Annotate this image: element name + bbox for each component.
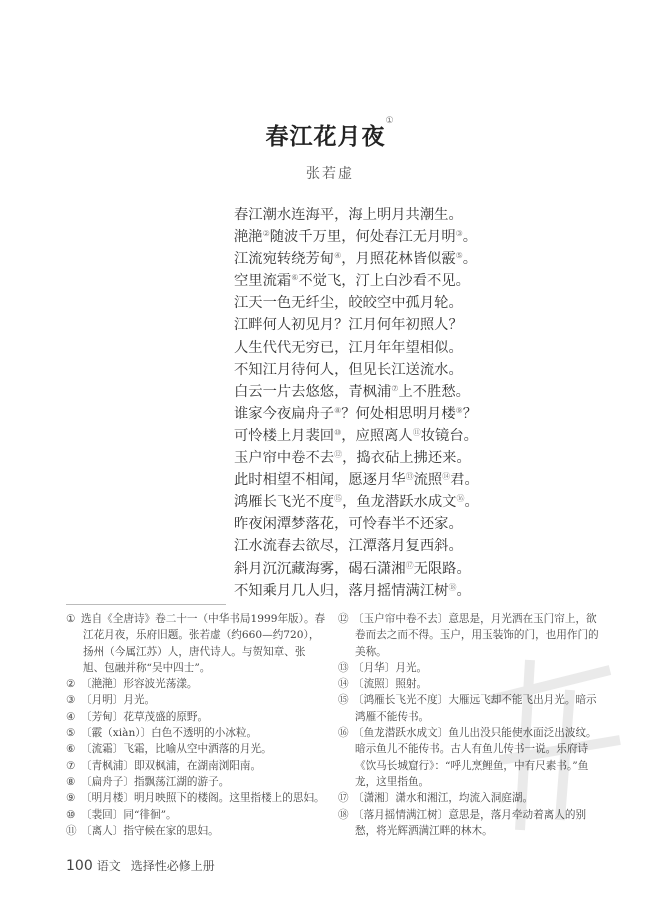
footnote-text: 选自《全唐诗》卷二十一（中华书局1999年版）。春江花月夜，乐府旧题。张若虚（约660—约720），扬州（今属江苏）人，唐代诗人。与贺知章、张旭、包融并称“吴中四士”。 <box>81 613 326 674</box>
footnote-marker: ⑫ <box>334 450 343 460</box>
poem-text: 不觉飞，汀上白沙看不见。 <box>298 273 470 290</box>
footnotes-left-column <box>66 611 326 839</box>
footnote-number: ⑫ <box>338 613 349 625</box>
watermark-calligraphy-icon <box>470 640 630 840</box>
footer-book: 选择性必修上册 <box>130 859 215 873</box>
poem-text: ，鱼龙潜跃水成文 <box>342 494 457 511</box>
poem-text: 谁家今夜扁舟子 <box>234 405 335 422</box>
poem-line <box>234 447 479 469</box>
footnote-item <box>66 758 326 774</box>
poem-line <box>234 580 479 602</box>
poem-line <box>234 558 479 580</box>
footnote-text: 〔鱼龙潜跃水成文〕鱼儿出没只能使水面泛出波纹。暗示鱼儿不能传书。古人有鱼儿传书一说。乐府诗《饮马长城窟行》：“呼儿烹鲤鱼，中有尺素书。”鱼龙，这里指鱼。 <box>353 727 597 788</box>
footnote-marker: ⑩ <box>334 427 342 437</box>
footnote-item <box>66 741 326 757</box>
footnote-number: ⑩ <box>66 808 76 821</box>
poem-text: 上不胜愁。 <box>398 383 470 400</box>
poem-line <box>234 359 479 381</box>
poem-line <box>234 425 479 447</box>
poem-line <box>234 270 479 292</box>
footnote-item <box>66 692 326 708</box>
poem-text: 。 <box>464 494 479 511</box>
footnote-item <box>66 725 326 741</box>
footnote-text: 〔扁舟子〕指飘荡江湖的游子。 <box>81 775 230 788</box>
poem-line <box>234 469 479 491</box>
poem-text: ，月照花林皆似霰 <box>341 251 456 268</box>
footnote-text: 〔潇湘〕潇水和湘江，均流入洞庭湖。 <box>353 792 534 805</box>
poem-text: ？ <box>462 405 478 422</box>
footnote-marker: ⑪ <box>412 427 421 437</box>
footnote-number: ⑰ <box>338 792 349 805</box>
poem-text: 君。 <box>450 472 479 489</box>
footnote-text: 〔离人〕指守候在家的思妇。 <box>81 824 219 837</box>
poem-line <box>234 491 479 513</box>
poem-text: 白云一片去悠悠，青枫浦 <box>234 383 392 400</box>
poem-text: 空里流霜 <box>234 273 292 290</box>
footnote-item <box>66 774 326 790</box>
poem-text: 此时相望不相闻，愿逐月华 <box>234 472 406 489</box>
footnote-marker: ⑧ <box>334 405 342 415</box>
footnote-item <box>66 807 326 823</box>
poem-line <box>234 292 479 314</box>
poem-text: 江水流春去欲尽，江潭落月复西斜。 <box>234 538 463 555</box>
poem-text: 鸿雁长飞光不度 <box>234 494 335 511</box>
footnote-number: ② <box>66 678 76 691</box>
footnote-number: ⑥ <box>66 743 76 756</box>
footnote-item <box>66 790 326 806</box>
footnote-marker: ⑦ <box>391 383 399 393</box>
footnote-text: 〔滟滟〕形容波光荡漾。 <box>81 678 198 691</box>
footnote-number: ⑪ <box>66 824 77 837</box>
footnote-item <box>66 676 326 692</box>
footnote-text: 〔流照〕照射。 <box>353 678 428 691</box>
poem-text: 无限路。 <box>413 560 471 577</box>
poem-text: 玉户帘中卷不去 <box>234 450 335 467</box>
poem-line <box>234 535 479 557</box>
poem-line <box>234 337 479 359</box>
footnote-number: ⑱ <box>338 808 349 821</box>
footnote-number: ⑧ <box>66 775 76 788</box>
footnote-marker: ⑰ <box>405 560 414 570</box>
poem-text: 斜月沉沉藏海雾，碣石潇湘 <box>234 560 406 577</box>
poem-text: 江畔何人初见月？江月何年初照人？ <box>234 317 463 334</box>
footnote-number: ⑭ <box>338 678 349 691</box>
footnote-number: ⑦ <box>66 759 76 772</box>
footnote-marker: ③ <box>455 229 463 239</box>
footnote-number: ⑯ <box>338 727 349 740</box>
poem-text: 妆镜台。 <box>420 427 478 444</box>
poem-text: 滟滟 <box>234 229 263 246</box>
poem-line <box>234 226 479 248</box>
poem-body <box>234 204 479 602</box>
poem-line <box>234 314 479 336</box>
footnote-text: 〔玉户帘中卷不去〕意思是，月光洒在玉门帘上，欲卷而去之而不得。玉户，用玉装饰的门，也用作门的美称。 <box>353 613 599 658</box>
footnote-number: ③ <box>66 694 76 707</box>
footnote-text: 〔落月摇情满江树〕意思是，落月牵动着离人的别愁，将光辉洒满江畔的林木。 <box>353 808 587 837</box>
poem-title <box>0 118 647 151</box>
poem-text: ？何处相思明月楼 <box>341 405 456 422</box>
footnote-number: ⑤ <box>66 727 76 740</box>
poem-text: 。 <box>462 229 478 246</box>
footnote-marker: ⑨ <box>455 405 463 415</box>
footnote-text: 〔裴回〕同“徘徊”。 <box>81 808 177 821</box>
poem-text: 江流宛转绕芳甸 <box>234 251 335 268</box>
footnote-marker: ⑤ <box>455 251 463 261</box>
poem-line <box>234 248 479 270</box>
footnote-text: 〔青枫浦〕即双枫浦，在湖南浏阳南。 <box>81 759 262 772</box>
footnote-text: 〔流霜〕飞霜，比喻从空中洒落的月光。 <box>81 743 272 756</box>
page-footer <box>66 857 215 874</box>
footnote-marker: ⑯ <box>456 494 465 504</box>
footnote-marker: ④ <box>334 251 342 261</box>
footnote-marker: ⑬ <box>405 472 414 482</box>
poem-text: 江天一色无纤尘，皎皎空中孤月轮。 <box>234 295 463 312</box>
poem-line <box>234 403 479 425</box>
footnote-text: 〔月明〕月光。 <box>81 694 156 707</box>
poem-text: 。 <box>456 582 471 599</box>
footnote-text: 〔霰（xiàn）〕白色不透明的小冰粒。 <box>81 727 258 740</box>
footnote-divider <box>66 604 226 605</box>
footnote-marker: ⑱ <box>448 582 457 592</box>
footnote-number: ① <box>66 613 76 625</box>
footnote-text: 〔芳甸〕花草茂盛的原野。 <box>81 710 209 723</box>
poem-line <box>234 204 479 226</box>
poem-text: 不知江月待何人，但见长江送流水。 <box>234 361 463 378</box>
poem-line <box>234 381 479 403</box>
footnote-marker: ② <box>262 229 270 239</box>
poem-text: ，捣衣砧上拂还来。 <box>342 450 471 467</box>
footnote-item <box>66 709 326 725</box>
poem-text: 人生代代无穷已，江月年年望相似。 <box>234 339 463 356</box>
footnote-marker: ⑭ <box>442 472 451 482</box>
poem-text: 。 <box>462 251 478 268</box>
footnote-item <box>66 823 326 839</box>
footer-subject: 语文 <box>96 859 121 873</box>
poem-text: ，应照离人 <box>341 427 413 444</box>
title-footnote-marker: ① <box>385 116 395 126</box>
title-text: 春江花月夜 <box>265 123 386 150</box>
poem-line <box>234 513 479 535</box>
footnote-number: ⑬ <box>338 661 349 674</box>
poem-text: 可怜楼上月裴回 <box>234 427 335 444</box>
footnote-number: ④ <box>66 710 76 723</box>
poem-text: 昨夜闲潭梦落花，可怜春半不还家。 <box>234 516 463 533</box>
poem-text: 流照 <box>413 472 443 489</box>
footnote-number: ⑨ <box>66 792 76 805</box>
footnote-item <box>66 611 326 676</box>
footnote-number: ⑮ <box>338 694 349 707</box>
footnote-text: 〔鸿雁长飞光不度〕大雁远飞却不能飞出月光。暗示鸿雁不能传书。 <box>353 694 597 723</box>
poem-text: 不知乘月几人归，落月摇情满江树 <box>234 582 449 599</box>
poem-author: 张若虚 <box>306 166 354 182</box>
footnote-text: 〔月华〕月光。 <box>353 661 428 674</box>
footnote-marker: ⑮ <box>334 494 343 504</box>
footnote-marker: ⑥ <box>291 273 299 283</box>
footnote-text: 〔明月楼〕明月映照下的楼阁。这里指楼上的思妇。 <box>81 792 325 805</box>
page-number: 100 <box>66 858 93 874</box>
poem-text: 春江潮水连海平，海上明月共潮生。 <box>234 207 463 223</box>
poem-text: 随波千万里，何处春江无月明 <box>269 229 456 246</box>
